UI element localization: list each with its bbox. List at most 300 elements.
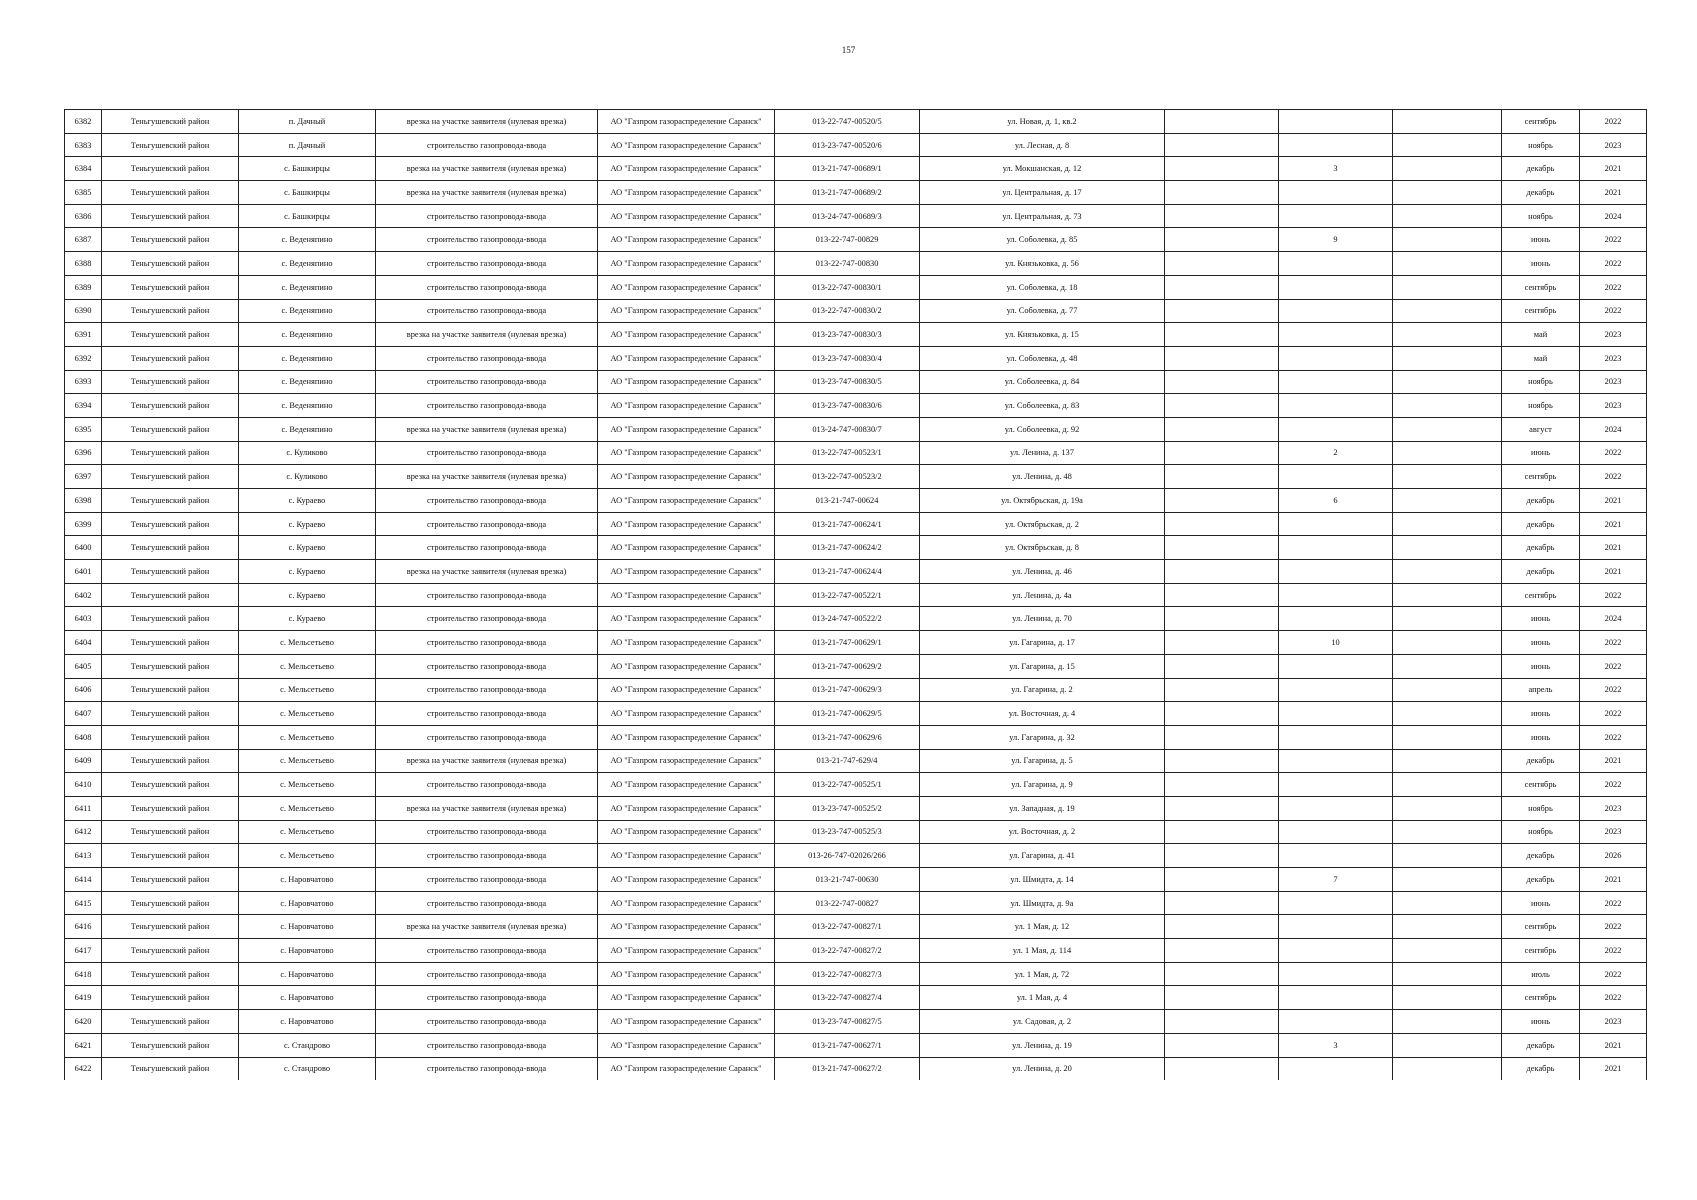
row-number-cell: 6386 <box>65 204 102 228</box>
extra-cell-3 <box>1393 252 1502 276</box>
month-cell: июнь <box>1502 1010 1580 1034</box>
table-row <box>65 844 1647 868</box>
table-row <box>65 489 1647 513</box>
row-number-cell: 6391 <box>65 323 102 347</box>
extra-cell-1 <box>1165 749 1279 773</box>
organization-cell: АО "Газпром газораспределение Саранск" <box>598 394 775 418</box>
extra-cell-1 <box>1165 844 1279 868</box>
locality-cell: с. Башкирцы <box>239 204 376 228</box>
month-cell: ноябрь <box>1502 796 1580 820</box>
work-type-cell: строительство газопровода-ввода <box>376 583 598 607</box>
year-cell: 2022 <box>1580 678 1647 702</box>
month-cell: июнь <box>1502 725 1580 749</box>
year-cell: 2022 <box>1580 986 1647 1010</box>
organization-cell: АО "Газпром газораспределение Саранск" <box>598 820 775 844</box>
month-cell: декабрь <box>1502 868 1580 892</box>
organization-cell: АО "Газпром газораспределение Саранск" <box>598 560 775 584</box>
district-cell: Теньгушевский район <box>102 204 239 228</box>
locality-cell: с. Наровчатово <box>239 939 376 963</box>
table-row <box>65 702 1647 726</box>
table-row <box>65 417 1647 441</box>
work-type-cell: строительство газопровода-ввода <box>376 962 598 986</box>
application-code-cell: 013-22-747-00523/1 <box>775 441 920 465</box>
table-row <box>65 962 1647 986</box>
locality-cell: п. Дачный <box>239 133 376 157</box>
count-cell: 2 <box>1279 441 1393 465</box>
row-number-cell: 6382 <box>65 110 102 134</box>
table-row <box>65 749 1647 773</box>
application-code-cell: 013-21-747-00629/3 <box>775 678 920 702</box>
count-cell <box>1279 536 1393 560</box>
row-number-cell: 6390 <box>65 299 102 323</box>
month-cell: июнь <box>1502 607 1580 631</box>
extra-cell-3 <box>1393 939 1502 963</box>
address-cell: ул. Гагарина, д. 17 <box>920 631 1165 655</box>
row-number-cell: 6417 <box>65 939 102 963</box>
organization-cell: АО "Газпром газораспределение Саранск" <box>598 228 775 252</box>
count-cell <box>1279 891 1393 915</box>
row-number-cell: 6409 <box>65 749 102 773</box>
month-cell: июнь <box>1502 252 1580 276</box>
extra-cell-3 <box>1393 560 1502 584</box>
extra-cell-3 <box>1393 631 1502 655</box>
row-number-cell: 6384 <box>65 157 102 181</box>
application-code-cell: 013-24-747-00830/7 <box>775 417 920 441</box>
application-code-cell: 013-26-747-02026/266 <box>775 844 920 868</box>
address-cell: ул. Гагарина, д. 5 <box>920 749 1165 773</box>
year-cell: 2023 <box>1580 796 1647 820</box>
month-cell: сентябрь <box>1502 915 1580 939</box>
year-cell: 2022 <box>1580 228 1647 252</box>
year-cell: 2024 <box>1580 607 1647 631</box>
address-cell: ул. Шмидта, д. 9а <box>920 891 1165 915</box>
extra-cell-1 <box>1165 512 1279 536</box>
count-cell <box>1279 583 1393 607</box>
extra-cell-3 <box>1393 441 1502 465</box>
extra-cell-1 <box>1165 370 1279 394</box>
address-cell: ул. Ленина, д. 137 <box>920 441 1165 465</box>
address-cell: ул. Гагарина, д. 41 <box>920 844 1165 868</box>
table-row <box>65 110 1647 134</box>
row-number-cell: 6416 <box>65 915 102 939</box>
organization-cell: АО "Газпром газораспределение Саранск" <box>598 868 775 892</box>
application-code-cell: 013-21-747-00624/2 <box>775 536 920 560</box>
year-cell: 2023 <box>1580 394 1647 418</box>
work-type-cell: строительство газопровода-ввода <box>376 133 598 157</box>
locality-cell: с. Веденяпино <box>239 299 376 323</box>
extra-cell-3 <box>1393 773 1502 797</box>
organization-cell: АО "Газпром газораспределение Саранск" <box>598 796 775 820</box>
extra-cell-1 <box>1165 157 1279 181</box>
extra-cell-1 <box>1165 962 1279 986</box>
organization-cell: АО "Газпром газораспределение Саранск" <box>598 536 775 560</box>
locality-cell: с. Мельсетьево <box>239 844 376 868</box>
address-cell: ул. Соболеевка, д. 84 <box>920 370 1165 394</box>
application-code-cell: 013-21-747-00624/4 <box>775 560 920 584</box>
table-row <box>65 986 1647 1010</box>
address-cell: ул. Гагарина, д. 15 <box>920 654 1165 678</box>
extra-cell-3 <box>1393 512 1502 536</box>
address-cell: ул. Соболевка, д. 77 <box>920 299 1165 323</box>
address-cell: ул. Шмидта, д. 14 <box>920 868 1165 892</box>
row-number-cell: 6394 <box>65 394 102 418</box>
row-number-cell: 6398 <box>65 489 102 513</box>
month-cell: июнь <box>1502 631 1580 655</box>
locality-cell: с. Кураево <box>239 536 376 560</box>
locality-cell: с. Веденяпино <box>239 346 376 370</box>
row-number-cell: 6383 <box>65 133 102 157</box>
count-cell <box>1279 939 1393 963</box>
month-cell: декабрь <box>1502 157 1580 181</box>
extra-cell-1 <box>1165 583 1279 607</box>
count-cell <box>1279 678 1393 702</box>
month-cell: июнь <box>1502 441 1580 465</box>
month-cell: сентябрь <box>1502 110 1580 134</box>
month-cell: декабрь <box>1502 181 1580 205</box>
work-type-cell: строительство газопровода-ввода <box>376 394 598 418</box>
extra-cell-1 <box>1165 702 1279 726</box>
work-type-cell: врезка на участке заявителя (нулевая врезка) <box>376 915 598 939</box>
extra-cell-1 <box>1165 417 1279 441</box>
address-cell: ул. Ленина, д. 48 <box>920 465 1165 489</box>
row-number-cell: 6418 <box>65 962 102 986</box>
district-cell: Теньгушевский район <box>102 915 239 939</box>
address-cell: ул. Гагарина, д. 9 <box>920 773 1165 797</box>
address-cell: ул. Восточная, д. 2 <box>920 820 1165 844</box>
month-cell: июнь <box>1502 702 1580 726</box>
year-cell: 2023 <box>1580 820 1647 844</box>
table-row <box>65 678 1647 702</box>
extra-cell-3 <box>1393 986 1502 1010</box>
table-row <box>65 512 1647 536</box>
year-cell: 2022 <box>1580 939 1647 963</box>
extra-cell-3 <box>1393 323 1502 347</box>
extra-cell-1 <box>1165 275 1279 299</box>
organization-cell: АО "Газпром газораспределение Саранск" <box>598 370 775 394</box>
work-type-cell: строительство газопровода-ввода <box>376 512 598 536</box>
count-cell <box>1279 370 1393 394</box>
table-row <box>65 560 1647 584</box>
count-cell <box>1279 607 1393 631</box>
month-cell: декабрь <box>1502 1057 1580 1080</box>
district-cell: Теньгушевский район <box>102 583 239 607</box>
work-type-cell: строительство газопровода-ввода <box>376 986 598 1010</box>
row-number-cell: 6401 <box>65 560 102 584</box>
row-number-cell: 6402 <box>65 583 102 607</box>
count-cell <box>1279 417 1393 441</box>
table-row <box>65 631 1647 655</box>
locality-cell: с. Мельсетьево <box>239 820 376 844</box>
district-cell: Теньгушевский район <box>102 228 239 252</box>
locality-cell: с. Мельсетьево <box>239 702 376 726</box>
district-cell: Теньгушевский район <box>102 631 239 655</box>
row-number-cell: 6396 <box>65 441 102 465</box>
locality-cell: с. Кураево <box>239 583 376 607</box>
extra-cell-3 <box>1393 157 1502 181</box>
row-number-cell: 6405 <box>65 654 102 678</box>
locality-cell: с. Мельсетьево <box>239 654 376 678</box>
month-cell: ноябрь <box>1502 133 1580 157</box>
organization-cell: АО "Газпром газораспределение Саранск" <box>598 489 775 513</box>
locality-cell: с. Наровчатово <box>239 962 376 986</box>
count-cell <box>1279 702 1393 726</box>
extra-cell-3 <box>1393 275 1502 299</box>
application-code-cell: 013-22-747-00523/2 <box>775 465 920 489</box>
year-cell: 2021 <box>1580 536 1647 560</box>
month-cell: сентябрь <box>1502 773 1580 797</box>
count-cell <box>1279 844 1393 868</box>
district-cell: Теньгушевский район <box>102 749 239 773</box>
application-code-cell: 013-21-747-629/4 <box>775 749 920 773</box>
locality-cell: с. Мельсетьево <box>239 678 376 702</box>
extra-cell-1 <box>1165 1057 1279 1080</box>
row-number-cell: 6410 <box>65 773 102 797</box>
organization-cell: АО "Газпром газораспределение Саранск" <box>598 204 775 228</box>
district-cell: Теньгушевский район <box>102 465 239 489</box>
year-cell: 2022 <box>1580 654 1647 678</box>
locality-cell: с. Куликово <box>239 465 376 489</box>
year-cell: 2022 <box>1580 275 1647 299</box>
application-code-cell: 013-22-747-00827/2 <box>775 939 920 963</box>
month-cell: декабрь <box>1502 536 1580 560</box>
organization-cell: АО "Газпром газораспределение Саранск" <box>598 654 775 678</box>
application-code-cell: 013-23-747-00520/6 <box>775 133 920 157</box>
table-row <box>65 370 1647 394</box>
count-cell <box>1279 654 1393 678</box>
extra-cell-3 <box>1393 868 1502 892</box>
district-cell: Теньгушевский район <box>102 489 239 513</box>
address-cell: ул. Лесная, д. 8 <box>920 133 1165 157</box>
year-cell: 2022 <box>1580 631 1647 655</box>
row-number-cell: 6388 <box>65 252 102 276</box>
extra-cell-1 <box>1165 725 1279 749</box>
district-cell: Теньгушевский район <box>102 346 239 370</box>
application-code-cell: 013-21-747-00627/2 <box>775 1057 920 1080</box>
organization-cell: АО "Газпром газораспределение Саранск" <box>598 299 775 323</box>
table-row <box>65 725 1647 749</box>
locality-cell: с. Веденяпино <box>239 252 376 276</box>
district-cell: Теньгушевский район <box>102 181 239 205</box>
count-cell: 9 <box>1279 228 1393 252</box>
extra-cell-1 <box>1165 678 1279 702</box>
count-cell <box>1279 275 1393 299</box>
district-cell: Теньгушевский район <box>102 939 239 963</box>
extra-cell-3 <box>1393 796 1502 820</box>
row-number-cell: 6387 <box>65 228 102 252</box>
month-cell: декабрь <box>1502 749 1580 773</box>
locality-cell: с. Кураево <box>239 489 376 513</box>
locality-cell: с. Веденяпино <box>239 417 376 441</box>
count-cell <box>1279 252 1393 276</box>
district-cell: Теньгушевский район <box>102 323 239 347</box>
district-cell: Теньгушевский район <box>102 654 239 678</box>
month-cell: апрель <box>1502 678 1580 702</box>
table-row <box>65 820 1647 844</box>
locality-cell: п. Дачный <box>239 110 376 134</box>
work-type-cell: строительство газопровода-ввода <box>376 844 598 868</box>
extra-cell-1 <box>1165 773 1279 797</box>
application-code-cell: 013-22-747-00830/2 <box>775 299 920 323</box>
organization-cell: АО "Газпром газораспределение Саранск" <box>598 891 775 915</box>
year-cell: 2023 <box>1580 370 1647 394</box>
year-cell: 2022 <box>1580 252 1647 276</box>
extra-cell-3 <box>1393 536 1502 560</box>
work-type-cell: врезка на участке заявителя (нулевая врезка) <box>376 749 598 773</box>
row-number-cell: 6412 <box>65 820 102 844</box>
count-cell <box>1279 560 1393 584</box>
table-row <box>65 536 1647 560</box>
extra-cell-3 <box>1393 299 1502 323</box>
locality-cell: с. Мельсетьево <box>239 631 376 655</box>
month-cell: август <box>1502 417 1580 441</box>
district-cell: Теньгушевский район <box>102 844 239 868</box>
extra-cell-1 <box>1165 299 1279 323</box>
year-cell: 2021 <box>1580 512 1647 536</box>
table-row <box>65 915 1647 939</box>
organization-cell: АО "Газпром газораспределение Саранск" <box>598 181 775 205</box>
application-code-cell: 013-24-747-00522/2 <box>775 607 920 631</box>
extra-cell-3 <box>1393 228 1502 252</box>
address-cell: ул. Соболеевка, д. 92 <box>920 417 1165 441</box>
district-cell: Теньгушевский район <box>102 891 239 915</box>
extra-cell-3 <box>1393 1033 1502 1057</box>
month-cell: июль <box>1502 962 1580 986</box>
year-cell: 2022 <box>1580 915 1647 939</box>
application-code-cell: 013-21-747-00624 <box>775 489 920 513</box>
work-type-cell: строительство газопровода-ввода <box>376 773 598 797</box>
extra-cell-3 <box>1393 181 1502 205</box>
row-number-cell: 6408 <box>65 725 102 749</box>
work-type-cell: строительство газопровода-ввода <box>376 346 598 370</box>
district-cell: Теньгушевский район <box>102 1057 239 1080</box>
organization-cell: АО "Газпром газораспределение Саранск" <box>598 133 775 157</box>
application-code-cell: 013-24-747-00689/3 <box>775 204 920 228</box>
district-cell: Теньгушевский район <box>102 1010 239 1034</box>
address-cell: ул. Князьковка, д. 56 <box>920 252 1165 276</box>
extra-cell-3 <box>1393 678 1502 702</box>
extra-cell-1 <box>1165 939 1279 963</box>
month-cell: ноябрь <box>1502 204 1580 228</box>
work-type-cell: строительство газопровода-ввода <box>376 868 598 892</box>
year-cell: 2021 <box>1580 1057 1647 1080</box>
extra-cell-1 <box>1165 536 1279 560</box>
table-row <box>65 346 1647 370</box>
organization-cell: АО "Газпром газораспределение Саранск" <box>598 583 775 607</box>
extra-cell-1 <box>1165 796 1279 820</box>
work-type-cell: строительство газопровода-ввода <box>376 939 598 963</box>
extra-cell-3 <box>1393 1010 1502 1034</box>
organization-cell: АО "Газпром газораспределение Саранск" <box>598 773 775 797</box>
extra-cell-3 <box>1393 844 1502 868</box>
district-cell: Теньгушевский район <box>102 275 239 299</box>
year-cell: 2021 <box>1580 1033 1647 1057</box>
address-cell: ул. Соболевка, д. 85 <box>920 228 1165 252</box>
district-cell: Теньгушевский район <box>102 252 239 276</box>
work-type-cell: строительство газопровода-ввода <box>376 725 598 749</box>
extra-cell-3 <box>1393 1057 1502 1080</box>
year-cell: 2022 <box>1580 583 1647 607</box>
extra-cell-1 <box>1165 654 1279 678</box>
count-cell <box>1279 986 1393 1010</box>
application-code-cell: 013-21-747-00689/2 <box>775 181 920 205</box>
address-cell: ул. Гагарина, д. 2 <box>920 678 1165 702</box>
district-cell: Теньгушевский район <box>102 868 239 892</box>
year-cell: 2022 <box>1580 110 1647 134</box>
organization-cell: АО "Газпром газораспределение Саранск" <box>598 986 775 1010</box>
row-number-cell: 6407 <box>65 702 102 726</box>
district-cell: Теньгушевский район <box>102 702 239 726</box>
table-row <box>65 181 1647 205</box>
month-cell: сентябрь <box>1502 465 1580 489</box>
organization-cell: АО "Газпром газораспределение Саранск" <box>598 346 775 370</box>
organization-cell: АО "Газпром газораспределение Саранск" <box>598 702 775 726</box>
year-cell: 2021 <box>1580 868 1647 892</box>
year-cell: 2022 <box>1580 465 1647 489</box>
work-type-cell: врезка на участке заявителя (нулевая врезка) <box>376 560 598 584</box>
month-cell: декабрь <box>1502 560 1580 584</box>
work-type-cell: строительство газопровода-ввода <box>376 228 598 252</box>
work-type-cell: строительство газопровода-ввода <box>376 299 598 323</box>
extra-cell-1 <box>1165 394 1279 418</box>
table-row <box>65 299 1647 323</box>
application-code-cell: 013-21-747-00630 <box>775 868 920 892</box>
locality-cell: с. Наровчатово <box>239 891 376 915</box>
extra-cell-3 <box>1393 370 1502 394</box>
gasification-table <box>64 109 1647 1080</box>
work-type-cell: врезка на участке заявителя (нулевая врезка) <box>376 181 598 205</box>
organization-cell: АО "Газпром газораспределение Саранск" <box>598 749 775 773</box>
district-cell: Теньгушевский район <box>102 820 239 844</box>
extra-cell-3 <box>1393 891 1502 915</box>
month-cell: май <box>1502 323 1580 347</box>
locality-cell: с. Башкирцы <box>239 181 376 205</box>
work-type-cell: строительство газопровода-ввода <box>376 252 598 276</box>
locality-cell: с. Куликово <box>239 441 376 465</box>
address-cell: ул. Ленина, д. 46 <box>920 560 1165 584</box>
table-body <box>65 110 1647 1081</box>
extra-cell-3 <box>1393 417 1502 441</box>
extra-cell-1 <box>1165 181 1279 205</box>
table-row <box>65 939 1647 963</box>
extra-cell-3 <box>1393 133 1502 157</box>
address-cell: ул. Октябрьская, д. 8 <box>920 536 1165 560</box>
year-cell: 2023 <box>1580 323 1647 347</box>
extra-cell-3 <box>1393 394 1502 418</box>
application-code-cell: 013-21-747-00689/1 <box>775 157 920 181</box>
month-cell: декабрь <box>1502 512 1580 536</box>
extra-cell-1 <box>1165 891 1279 915</box>
extra-cell-1 <box>1165 228 1279 252</box>
district-cell: Теньгушевский район <box>102 441 239 465</box>
organization-cell: АО "Газпром газораспределение Саранск" <box>598 678 775 702</box>
work-type-cell: врезка на участке заявителя (нулевая врезка) <box>376 110 598 134</box>
count-cell <box>1279 1057 1393 1080</box>
table-row <box>65 1057 1647 1080</box>
extra-cell-3 <box>1393 346 1502 370</box>
application-code-cell: 013-22-747-00829 <box>775 228 920 252</box>
application-code-cell: 013-22-747-00827/4 <box>775 986 920 1010</box>
count-cell <box>1279 346 1393 370</box>
district-cell: Теньгушевский район <box>102 417 239 441</box>
table-row <box>65 228 1647 252</box>
table-row <box>65 1033 1647 1057</box>
extra-cell-1 <box>1165 110 1279 134</box>
locality-cell: с. Наровчатово <box>239 1010 376 1034</box>
work-type-cell: врезка на участке заявителя (нулевая врезка) <box>376 157 598 181</box>
table-row <box>65 157 1647 181</box>
organization-cell: АО "Газпром газораспределение Саранск" <box>598 1033 775 1057</box>
district-cell: Теньгушевский район <box>102 986 239 1010</box>
